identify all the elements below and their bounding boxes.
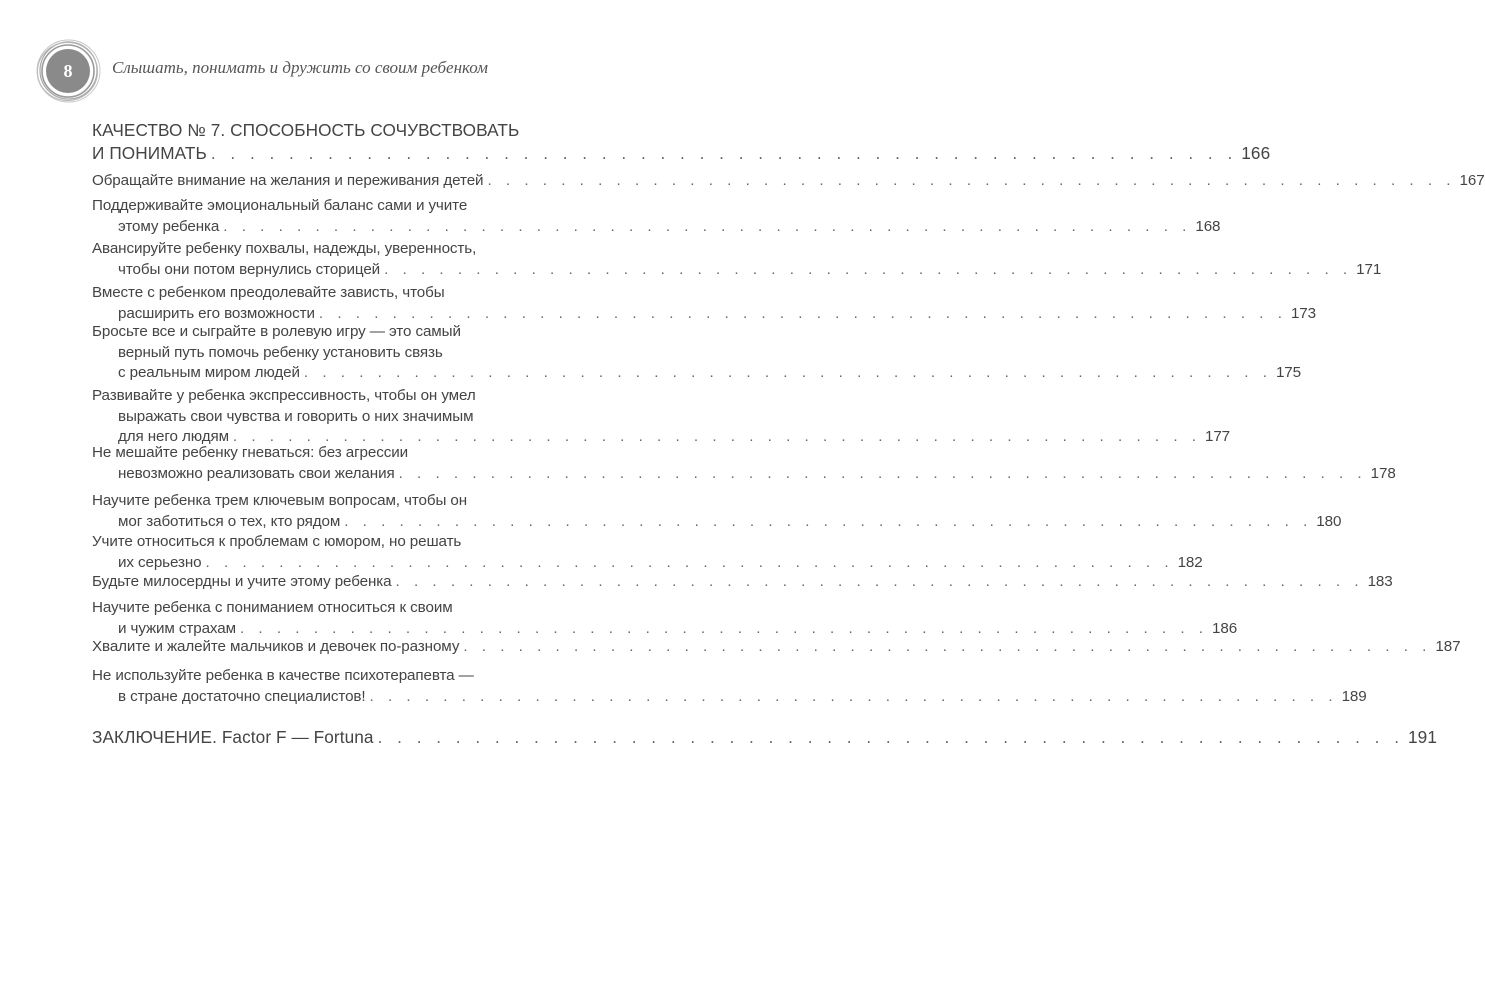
toc-entry-title-line: Научите ребенка с пониманием относиться к своим <box>92 599 453 616</box>
toc-entry-title-line: расширить его возможности <box>118 304 315 322</box>
toc-entry-title-line: И ПОНИМАТЬ <box>92 143 207 163</box>
toc-entry-title-line: Учите относиться к проблемам с юмором, но решать <box>92 533 462 550</box>
toc-entry <box>92 239 1382 280</box>
toc-entry-title-line: выражать свои чувства и говорить о них значимым <box>118 407 474 425</box>
toc-entry-title-line: ЗАКЛЮЧЕНИЕ. Factor F — Fortuna <box>92 727 374 747</box>
toc-entry <box>92 196 1221 237</box>
toc-entry <box>92 637 1461 658</box>
toc-chapter-heading <box>92 119 1271 165</box>
toc-entry-title-line: Хвалите и жалейте мальчиков и девочек по-разному <box>92 638 460 655</box>
dot-leader: . . . . . . . . . . . . . . . . . . . . . . . . . . . . . . . . . . . . . . . . . . . . . . . . . . . . . <box>318 304 1287 322</box>
toc-page-number: 189 <box>1341 687 1367 705</box>
dot-leader: . . . . . . . . . . . . . . . . . . . . . . . . . . . . . . . . . . . . . . . . . . . . . . . . . . . . . <box>205 553 1174 571</box>
toc-page-number: 166 <box>1241 143 1271 163</box>
toc-entry-title-line: их серьезно <box>118 553 202 571</box>
dot-leader: . . . . . . . . . . . . . . . . . . . . . . . . . . . . . . . . . . . . . . . . . . . . . . . . . . . . . <box>210 143 1238 163</box>
toc-entry-title-line: Не мешайте ребенку гневаться: без агрессии <box>92 444 408 461</box>
dot-leader: . . . . . . . . . . . . . . . . . . . . . . . . . . . . . . . . . . . . . . . . . . . . . . . . . . . . . <box>398 464 1367 482</box>
toc-entry <box>92 598 1238 639</box>
toc-entry-title-line: Поддерживайте эмоциональный баланс сами и учите <box>92 197 468 214</box>
toc-page-number: 186 <box>1212 619 1238 637</box>
toc-page-number: 183 <box>1367 573 1393 590</box>
dot-leader: . . . . . . . . . . . . . . . . . . . . . . . . . . . . . . . . . . . . . . . . . . . . . . . . . . . . . <box>463 638 1432 655</box>
toc-entry-title-line: Авансируйте ребенку похвалы, надежды, уверенность, <box>92 240 477 257</box>
toc-entry <box>92 572 1393 593</box>
toc-page-number: 182 <box>1177 553 1203 571</box>
dot-leader: . . . . . . . . . . . . . . . . . . . . . . . . . . . . . . . . . . . . . . . . . . . . . . . . . . . . . <box>369 687 1338 705</box>
page-number: 8 <box>63 60 73 81</box>
toc-entry-title-line: в стране достаточно специалистов! <box>118 687 366 705</box>
toc-page-number: 175 <box>1275 364 1301 381</box>
toc-entry-title-line: Обращайте внимание на желания и переживания детей <box>92 172 484 189</box>
dot-leader: . . . . . . . . . . . . . . . . . . . . . . . . . . . . . . . . . . . . . . . . . . . . . . . . . . . . . <box>395 573 1364 590</box>
toc-page-number: 173 <box>1290 304 1316 322</box>
toc-entry-title-line: КАЧЕСТВО № 7. СПОСОБНОСТЬ СОЧУВСТВОВАТЬ <box>92 120 520 140</box>
dot-leader: . . . . . . . . . . . . . . . . . . . . . . . . . . . . . . . . . . . . . . . . . . . . . . . . . . . . . <box>377 727 1404 747</box>
toc-entry <box>92 171 1485 192</box>
toc-entry <box>92 443 1396 484</box>
dot-leader: . . . . . . . . . . . . . . . . . . . . . . . . . . . . . . . . . . . . . . . . . . . . . . . . . . . . . <box>344 512 1313 530</box>
toc-entry <box>92 322 1301 384</box>
toc-page-number: 167 <box>1459 172 1485 189</box>
toc-entry-title-line: этому ребенка <box>118 217 220 235</box>
toc-entry-title-line: Не используйте ребенка в качестве психотерапевта — <box>92 667 474 684</box>
toc-entry-title-line: Бросьте все и сыграйте в ролевую игру — это самый <box>92 323 461 340</box>
toc-entry-title-line: Будьте милосердны и учите этому ребенка <box>92 573 392 590</box>
toc-entry <box>92 532 1203 573</box>
toc-entry-title-line: Вместе с ребенком преодолевайте зависть, чтобы <box>92 284 445 301</box>
dot-leader: . . . . . . . . . . . . . . . . . . . . . . . . . . . . . . . . . . . . . . . . . . . . . . . . . . . . . <box>384 260 1353 278</box>
toc-entry <box>92 283 1316 324</box>
dot-leader: . . . . . . . . . . . . . . . . . . . . . . . . . . . . . . . . . . . . . . . . . . . . . . . . . . . . . <box>303 364 1272 381</box>
dot-leader: . . . . . . . . . . . . . . . . . . . . . . . . . . . . . . . . . . . . . . . . . . . . . . . . . . . . . <box>239 619 1209 637</box>
toc-entry-title-line: верный путь помочь ребенку установить связь <box>118 343 443 361</box>
toc-entry-title-line: мог заботиться о тех, кто рядом <box>118 512 341 530</box>
toc-page-number: 177 <box>1204 428 1231 445</box>
toc-entry-title-line: Научите ребенка трем ключевым вопросам, чтобы он <box>92 492 468 509</box>
toc-entry <box>92 491 1342 532</box>
toc-entry-title-line: невозможно реализовать свои желания <box>118 464 395 482</box>
toc-page-number: 191 <box>1408 727 1437 747</box>
toc-page-number: 168 <box>1195 217 1221 235</box>
toc-entry <box>92 386 1231 448</box>
toc-page-number: 180 <box>1316 512 1342 530</box>
toc-entry-title-line: и чужим страхам <box>118 619 236 637</box>
toc-entry-title-line: для него людям <box>118 428 229 445</box>
toc-page-number: 178 <box>1370 464 1396 482</box>
toc-page-number: 171 <box>1356 260 1382 278</box>
toc-entry-title-line: Развивайте у ребенка экспрессивность, чтобы он умел <box>92 387 476 404</box>
dot-leader: . . . . . . . . . . . . . . . . . . . . . . . . . . . . . . . . . . . . . . . . . . . . . . . . . . . . . <box>487 172 1456 189</box>
toc-entry <box>92 666 1367 707</box>
toc-entry-title-line: с реальным миром людей <box>118 364 300 381</box>
running-title: Слышать, понимать и дружить со своим ребенком <box>112 58 489 77</box>
dot-leader: . . . . . . . . . . . . . . . . . . . . . . . . . . . . . . . . . . . . . . . . . . . . . . . . . . . . . <box>223 217 1192 235</box>
page-number-badge <box>34 37 102 105</box>
dot-leader: . . . . . . . . . . . . . . . . . . . . . . . . . . . . . . . . . . . . . . . . . . . . . . . . . . . . . <box>232 428 1201 445</box>
toc-page-number: 187 <box>1435 638 1461 655</box>
toc-entry-title-line: чтобы они потом вернулись сторицей <box>118 260 381 278</box>
toc-conclusion-heading <box>92 726 1437 749</box>
